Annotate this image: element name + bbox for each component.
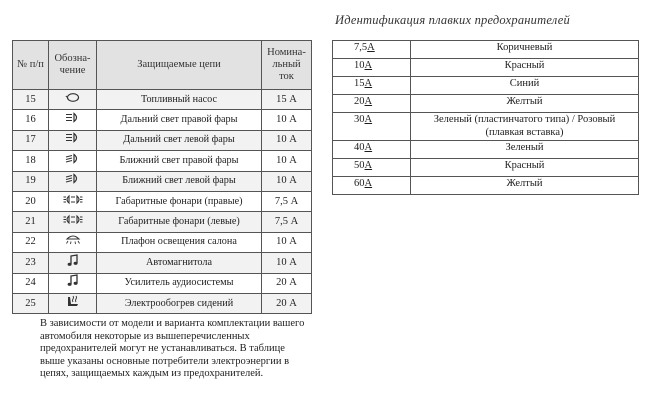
header-rating: Номина- льный ток	[262, 41, 312, 90]
fuse-amperage	[333, 77, 411, 95]
fuse-symbol	[49, 90, 97, 110]
fuse-color: Красный	[411, 159, 639, 177]
fuse-id-title: Идентификация плавких предохранителей	[335, 13, 570, 27]
amperage-unit: А	[364, 60, 373, 71]
fuse-rating: 7,5 А	[262, 191, 312, 211]
amperage-unit: А	[364, 142, 373, 153]
header-circuit: Защищаемые цепи	[97, 41, 262, 90]
fuse-color: Красный	[411, 59, 639, 77]
fuse-num: 22	[13, 232, 49, 252]
fuse-color-row	[333, 113, 639, 141]
fuse-num: 25	[13, 293, 49, 313]
fuse-rating: 10 А	[262, 232, 312, 252]
high-beam-icon	[65, 112, 81, 128]
fuse-color-row	[333, 141, 639, 159]
fuse-symbol	[49, 253, 97, 273]
fuse-color: Желтый	[411, 177, 639, 195]
fuse-symbol	[49, 273, 97, 293]
fuse-circuit: Дальний свет левой фары	[97, 130, 262, 150]
fuse-row	[13, 212, 312, 232]
fuse-amperage	[333, 59, 411, 77]
music-note-icon	[66, 254, 80, 272]
interior-light-icon	[65, 234, 81, 250]
fuse-circuit: Дальний свет правой фары	[97, 110, 262, 130]
fuse-symbol	[49, 232, 97, 252]
fuse-rating: 7,5 А	[262, 212, 312, 232]
amperage-unit: А	[364, 78, 373, 89]
fuel-pump-icon	[65, 92, 81, 108]
amperage-value: 10	[354, 60, 365, 71]
fuse-table-header	[13, 41, 312, 90]
amperage-value: 50	[354, 160, 365, 171]
fuse-color-row	[333, 59, 639, 77]
fuse-color-row	[333, 159, 639, 177]
fuse-num: 23	[13, 253, 49, 273]
parking-lights-icon	[63, 214, 83, 230]
fuse-amperage	[333, 141, 411, 159]
fuse-color-row	[333, 41, 639, 59]
fuse-row	[13, 253, 312, 273]
fuse-num: 15	[13, 90, 49, 110]
fuse-color: Синий	[411, 77, 639, 95]
low-beam-icon	[65, 173, 81, 189]
fuse-row	[13, 110, 312, 130]
fuse-num: 19	[13, 171, 49, 191]
fuse-rating: 20 А	[262, 293, 312, 313]
amperage-value: 60	[354, 178, 365, 189]
fuse-rating: 20 А	[262, 273, 312, 293]
fuse-color: Желтый	[411, 95, 639, 113]
fuse-row	[13, 151, 312, 171]
fuse-color-table-body	[333, 41, 639, 195]
fuse-num: 18	[13, 151, 49, 171]
fuse-num: 20	[13, 191, 49, 211]
fuse-circuit: Топливный насос	[97, 90, 262, 110]
fuse-symbol	[49, 212, 97, 232]
fuse-row	[13, 273, 312, 293]
fuse-circuit: Плафон освещения салона	[97, 232, 262, 252]
amperage-unit: А	[364, 114, 373, 125]
parking-lights-icon	[63, 194, 83, 210]
fuse-row	[13, 171, 312, 191]
amperage-value: 7,5	[354, 42, 368, 53]
fuse-circuit: Электрообогрев сидений	[97, 293, 262, 313]
amperage-unit: А	[364, 160, 373, 171]
fuse-num: 16	[13, 110, 49, 130]
fuse-circuit: Ближний свет правой фары	[97, 151, 262, 171]
amperage-unit: А	[364, 96, 373, 107]
fuse-circuit: Габаритные фонари (правые)	[97, 191, 262, 211]
fuse-rating: 10 А	[262, 130, 312, 150]
fuse-color: Зеленый	[411, 141, 639, 159]
fuse-row	[13, 191, 312, 211]
low-beam-icon	[65, 153, 81, 169]
fuse-circuit: Габаритные фонари (левые)	[97, 212, 262, 232]
fuse-row	[13, 130, 312, 150]
fuse-num: 24	[13, 273, 49, 293]
fuse-color: Зеленый (пластинчатого типа) / Розовый (плавкая вставка)	[411, 113, 639, 141]
amperage-value: 30	[354, 114, 365, 125]
fuse-color-row	[333, 95, 639, 113]
fuse-row	[13, 232, 312, 252]
fuse-table-body	[13, 90, 312, 314]
fuse-color-row	[333, 77, 639, 95]
fuse-color: Коричневый	[411, 41, 639, 59]
amperage-unit: А	[367, 42, 375, 53]
fuse-color-row	[333, 177, 639, 195]
amperage-unit: А	[364, 178, 373, 189]
music-note-icon	[66, 274, 80, 292]
fuse-amperage	[333, 41, 411, 59]
seat-heater-icon	[65, 295, 81, 313]
fuse-symbol	[49, 151, 97, 171]
fuse-symbol	[49, 293, 97, 313]
fuse-row	[13, 90, 312, 110]
fuse-circuit: Ближний свет левой фары	[97, 171, 262, 191]
fuse-circuit: Автомагнитола	[97, 253, 262, 273]
fuse-amperage	[333, 95, 411, 113]
amperage-value: 40	[354, 142, 365, 153]
fuse-amperage	[333, 177, 411, 195]
fuse-symbol	[49, 171, 97, 191]
fuse-circuit: Усилитель аудиосистемы	[97, 273, 262, 293]
fuse-num: 17	[13, 130, 49, 150]
fuse-amperage	[333, 113, 411, 141]
fuse-symbol	[49, 110, 97, 130]
high-beam-icon	[65, 132, 81, 148]
fuse-symbol	[49, 191, 97, 211]
fuse-symbol	[49, 130, 97, 150]
header-num: № п/п	[13, 41, 49, 90]
fuse-rating: 10 А	[262, 151, 312, 171]
fuse-color-table	[332, 40, 639, 195]
fuse-rating: 15 А	[262, 90, 312, 110]
header-symbol: Обозна- чение	[49, 41, 97, 90]
fuse-table	[12, 40, 312, 314]
fuse-rating: 10 А	[262, 171, 312, 191]
fuse-amperage	[333, 159, 411, 177]
amperage-value: 20	[354, 96, 365, 107]
fuse-rating: 10 А	[262, 253, 312, 273]
fuse-num: 21	[13, 212, 49, 232]
amperage-value: 15	[354, 78, 365, 89]
fuse-rating: 10 А	[262, 110, 312, 130]
fuse-row	[13, 293, 312, 313]
note-text: В зависимости от модели и варианта комплектации вашего автомобиля некоторые из вышеперечисленных предохранителей могут не устанавливаться. В таблице выше указаны основные потребители электроэнергии в цепях, защищаемых каждым из предохранителей.	[40, 318, 305, 380]
